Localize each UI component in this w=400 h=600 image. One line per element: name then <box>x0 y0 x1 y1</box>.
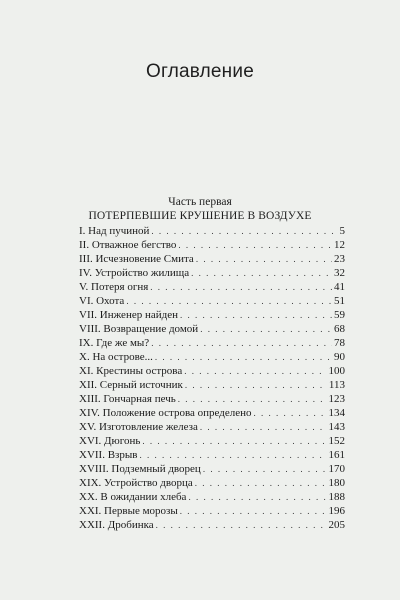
dot-leader <box>200 322 332 336</box>
toc-entry-title: II. Отважное бегство <box>79 239 177 251</box>
dot-leader <box>203 462 327 476</box>
dot-leader <box>156 518 327 532</box>
toc-entry-page: 143 <box>328 421 345 433</box>
part-label: Часть первая <box>168 196 232 208</box>
toc-entry <box>79 336 345 350</box>
toc-entry <box>79 378 345 392</box>
toc-entry-title: XIII. Гончарная печь <box>79 393 176 405</box>
toc-entry-title: VIII. Возвращение домой <box>79 323 199 335</box>
toc-entry-page: 78 <box>334 337 345 349</box>
toc-entry-page: 51 <box>334 295 345 307</box>
toc-entry <box>79 280 345 294</box>
toc-entry-page: 5 <box>339 225 345 237</box>
dot-leader <box>196 252 332 266</box>
table-of-contents <box>79 224 345 532</box>
dot-leader <box>151 336 332 350</box>
dot-leader <box>200 420 327 434</box>
toc-entry <box>79 448 345 462</box>
toc-entry-title: XVIII. Подземный дворец <box>79 463 201 475</box>
dot-leader <box>155 350 332 364</box>
toc-entry-title: XXII. Дробинка <box>79 519 154 531</box>
toc-entry <box>79 322 345 336</box>
dot-leader <box>191 266 332 280</box>
dot-leader <box>180 308 332 322</box>
dot-leader <box>151 224 337 238</box>
toc-entry-page: 90 <box>334 351 345 363</box>
toc-entry-title: XXI. Первые морозы <box>79 505 178 517</box>
toc-entry-page: 59 <box>334 309 345 321</box>
toc-entry-page: 170 <box>328 463 345 475</box>
toc-entry-page: 152 <box>328 435 345 447</box>
toc-entry <box>79 518 345 532</box>
toc-entry-title: VII. Инженер найден <box>79 309 178 321</box>
dot-leader <box>254 406 327 420</box>
toc-entry <box>79 504 345 518</box>
toc-entry-title: III. Исчезновение Смита <box>79 253 194 265</box>
toc-entry <box>79 252 345 266</box>
toc-entry-title: XX. В ожидании хлеба <box>79 491 187 503</box>
page-title: Оглавление <box>146 61 254 82</box>
toc-entry-title: XIX. Устройство дворца <box>79 477 193 489</box>
toc-entry <box>79 392 345 406</box>
toc-entry-title: I. Над пучиной <box>79 225 150 237</box>
dot-leader <box>185 378 327 392</box>
dot-leader <box>195 476 327 490</box>
toc-entry-title: XVII. Взрыв <box>79 449 138 461</box>
toc-entry-page: 196 <box>328 505 345 517</box>
toc-entry-title: XII. Серный источник <box>79 379 183 391</box>
toc-entry-page: 180 <box>328 477 345 489</box>
toc-entry <box>79 490 345 504</box>
toc-entry-page: 161 <box>328 449 345 461</box>
toc-entry <box>79 364 345 378</box>
toc-entry <box>79 238 345 252</box>
dot-leader <box>184 364 326 378</box>
toc-entry-page: 32 <box>334 267 345 279</box>
part-title: ПОТЕРПЕВШИЕ КРУШЕНИЕ В ВОЗДУХЕ <box>88 210 312 222</box>
toc-entry-title: XVI. Дюгонь <box>79 435 141 447</box>
toc-entry-title: X. На острове... <box>79 351 153 363</box>
toc-entry-title: XIV. Положение острова определено <box>79 407 252 419</box>
toc-entry-title: XI. Крестины острова <box>79 365 183 377</box>
toc-entry <box>79 420 345 434</box>
dot-leader <box>142 434 326 448</box>
toc-entry-page: 68 <box>334 323 345 335</box>
toc-entry-title: VI. Охота <box>79 295 125 307</box>
toc-entry <box>79 308 345 322</box>
toc-entry-page: 41 <box>334 281 345 293</box>
dot-leader <box>180 504 327 518</box>
dot-leader <box>150 280 332 294</box>
dot-leader <box>126 294 332 308</box>
toc-entry <box>79 462 345 476</box>
toc-entry <box>79 224 345 238</box>
toc-entry <box>79 266 345 280</box>
toc-entry <box>79 350 345 364</box>
dot-leader <box>178 392 327 406</box>
dot-leader <box>178 238 332 252</box>
toc-entry-title: IV. Устройство жилища <box>79 267 190 279</box>
dot-leader <box>139 448 326 462</box>
toc-entry-page: 100 <box>328 365 345 377</box>
toc-entry-page: 205 <box>328 519 345 531</box>
toc-entry-page: 134 <box>328 407 345 419</box>
toc-entry-page: 123 <box>328 393 345 405</box>
toc-entry <box>79 406 345 420</box>
toc-entry <box>79 294 345 308</box>
toc-entry-title: XV. Изготовление железа <box>79 421 198 433</box>
dot-leader <box>188 490 326 504</box>
toc-entry <box>79 434 345 448</box>
toc-entry-page: 188 <box>328 491 345 503</box>
toc-entry <box>79 476 345 490</box>
toc-entry-page: 12 <box>334 239 345 251</box>
toc-entry-title: IX. Где же мы? <box>79 337 150 349</box>
toc-entry-page: 23 <box>334 253 345 265</box>
toc-entry-title: V. Потеря огня <box>79 281 149 293</box>
toc-entry-page: 113 <box>328 379 345 391</box>
